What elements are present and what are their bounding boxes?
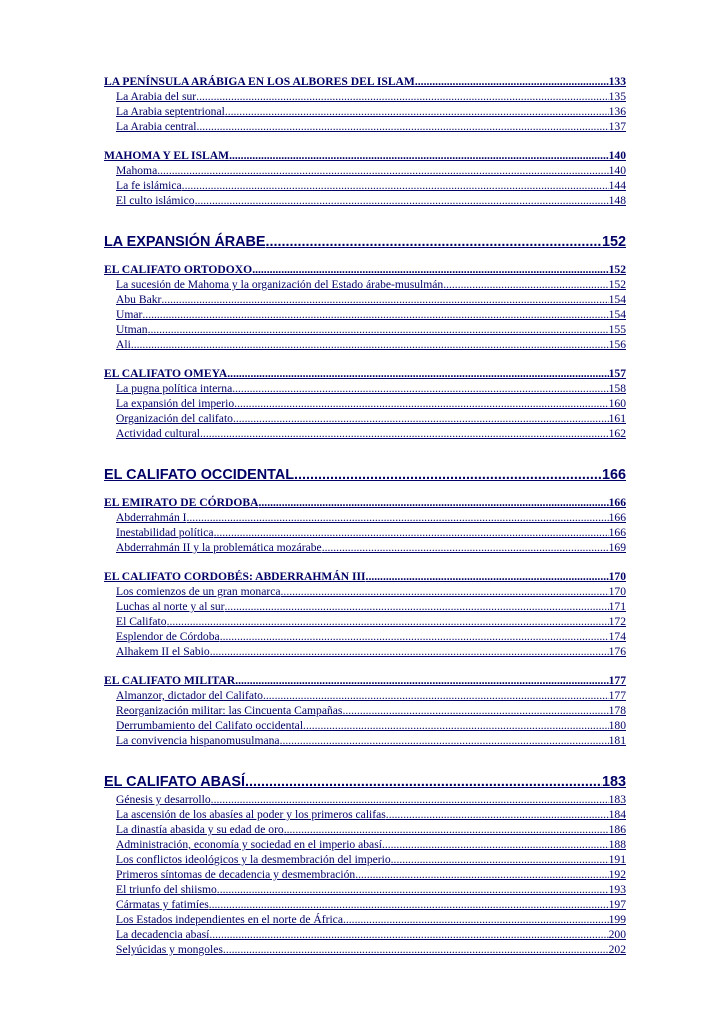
toc-page-number: 176: [608, 645, 626, 658]
toc-entry-title: La ascensión de los abasíes al poder y los primeros califas: [116, 808, 386, 821]
toc-dot-leader: [217, 882, 609, 897]
toc-subchapter-link[interactable]: [104, 822, 626, 837]
toc-subchapter-link[interactable]: [104, 89, 626, 104]
toc-subchapter-link[interactable]: [104, 396, 626, 411]
toc-entry-title: EL CALIFATO ORTODOXO: [104, 263, 253, 276]
toc-chapter-link[interactable]: [104, 74, 626, 89]
toc-page-number: 178: [608, 704, 626, 717]
toc-subchapter-link[interactable]: [104, 703, 626, 718]
toc-subchapter-link[interactable]: [104, 426, 626, 441]
toc-dot-leader: [343, 912, 609, 927]
toc-subchapter-link[interactable]: [104, 337, 626, 352]
toc-page-number: 152: [608, 278, 626, 291]
toc-entry-title: El triunfo del shiismo: [116, 883, 217, 896]
toc-page-number: 137: [608, 120, 626, 133]
toc-page-number: 133: [608, 75, 626, 88]
toc-entry-title: Abderrahmán II y la problemática mozárabe: [116, 541, 322, 554]
toc-dot-leader: [281, 584, 609, 599]
toc-page-number: 161: [608, 412, 626, 425]
toc-subchapter-link[interactable]: [104, 882, 626, 897]
toc-page-number: 156: [608, 338, 626, 351]
toc-section-link[interactable]: [104, 772, 626, 792]
toc-entry-title: Administración, economía y sociedad en el imperio abasí: [116, 838, 382, 851]
toc-dot-leader: [232, 381, 608, 396]
toc-subchapter-link[interactable]: [104, 119, 626, 134]
toc-chapter-link[interactable]: [104, 569, 626, 584]
toc-dot-leader: [415, 74, 609, 89]
toc-page-number: 152: [601, 234, 626, 250]
toc-page-number: 170: [608, 585, 626, 598]
toc-entry-title: Utman: [116, 323, 148, 336]
toc-page-number: 140: [608, 149, 626, 162]
toc-page-number: 180: [608, 719, 626, 732]
toc-entry-title: El Califato: [116, 615, 167, 628]
toc-entry-title: La convivencia hispanomusulmana: [116, 734, 280, 747]
toc-entry-title: LA EXPANSIÓN ÁRABE: [104, 234, 266, 250]
toc-page-number: 169: [608, 541, 626, 554]
toc-entry-title: Organización del califato: [116, 412, 233, 425]
toc-entry-title: EL EMIRATO DE CÓRDOBA: [104, 496, 259, 509]
toc-dot-leader: [200, 426, 609, 441]
toc-entry-title: La Arabia central: [116, 120, 197, 133]
toc-dot-leader: [225, 104, 609, 119]
toc-dot-leader: [322, 540, 609, 555]
toc-subchapter-link[interactable]: [104, 510, 626, 525]
toc-entry-title: EL CALIFATO MILITAR: [104, 674, 236, 687]
toc-subchapter-link[interactable]: [104, 912, 626, 927]
toc-dot-leader: [342, 703, 608, 718]
toc-entry-title: EL CALIFATO OMEYA: [104, 367, 228, 380]
toc-entry-title: Los Estados independientes en el norte de África: [116, 913, 343, 926]
toc-subchapter-link[interactable]: [104, 614, 626, 629]
toc-subchapter-link[interactable]: [104, 322, 626, 337]
toc-dot-leader: [157, 163, 608, 178]
toc-dot-leader: [209, 897, 609, 912]
toc-dot-leader: [195, 193, 609, 208]
toc-dot-leader: [225, 599, 609, 614]
toc-dot-leader: [196, 89, 608, 104]
toc-page-number: 144: [608, 179, 626, 192]
toc-dot-leader: [220, 629, 609, 644]
toc-page-number: 157: [608, 367, 626, 380]
toc-subchapter-link[interactable]: [104, 584, 626, 599]
toc-dot-leader: [187, 510, 609, 525]
toc-dot-leader: [229, 148, 609, 163]
toc-dot-leader: [252, 262, 608, 277]
toc-entry-title: Esplendor de Córdoba: [116, 630, 220, 643]
toc-entry-title: Umar: [116, 308, 143, 321]
toc-page-number: 135: [608, 90, 626, 103]
toc-page-number: 193: [608, 883, 626, 896]
toc-page-number: 181: [608, 734, 626, 747]
toc-page-number: 155: [608, 323, 626, 336]
toc-dot-leader: [148, 322, 609, 337]
toc-subchapter-link[interactable]: [104, 178, 626, 193]
toc-entry-title: Primeros síntomas de decadencia y desmembración: [116, 868, 356, 881]
toc-page-number: 158: [608, 382, 626, 395]
toc-dot-leader: [234, 396, 608, 411]
toc-entry-title: El culto islámico: [116, 194, 195, 207]
toc-chapter-link[interactable]: [104, 148, 626, 163]
toc-entry-title: Inestabilidad política: [116, 526, 214, 539]
toc-page-number: 192: [608, 868, 626, 881]
toc-dot-leader: [167, 614, 609, 629]
toc-entry-title: La sucesión de Mahoma y la organización del Estado árabe-musulmán: [116, 278, 444, 291]
toc-dot-leader: [284, 822, 609, 837]
toc-subchapter-link[interactable]: [104, 307, 626, 322]
toc-dot-leader: [209, 927, 608, 942]
toc-entry-title: La Arabia septentrional: [116, 105, 225, 118]
toc-dot-leader: [386, 807, 609, 822]
toc-entry-title: Génesis y desarrollo: [116, 793, 211, 806]
toc-chapter-link[interactable]: [104, 262, 626, 277]
toc-dot-leader: [303, 718, 609, 733]
toc-entry-title: EL CALIFATO ABASÍ: [104, 774, 245, 790]
toc-subchapter-link[interactable]: [104, 277, 626, 292]
toc-subchapter-link[interactable]: [104, 792, 626, 807]
toc-dot-leader: [214, 525, 609, 540]
toc-page-number: 166: [608, 526, 626, 539]
toc-page-number: 154: [608, 293, 626, 306]
toc-page-number: 200: [608, 928, 626, 941]
toc-subchapter-link[interactable]: [104, 411, 626, 426]
toc-dot-leader: [280, 733, 609, 748]
toc-dot-leader: [366, 569, 609, 584]
toc-page-number: 171: [608, 600, 626, 613]
toc-dot-leader: [235, 673, 608, 688]
toc-subchapter-link[interactable]: [104, 718, 626, 733]
toc-dot-leader: [266, 232, 602, 252]
toc-entry-title: La Arabia del sur: [116, 90, 197, 103]
toc-page-number: 160: [608, 397, 626, 410]
toc-page-number: 183: [601, 774, 626, 790]
toc-entry-title: Selyúcidas y mongoles: [116, 943, 223, 956]
toc-dot-leader: [233, 411, 609, 426]
toc-entry-title: LA PENÍNSULA ARÁBIGA EN LOS ALBORES DEL ISLAM: [104, 75, 415, 88]
toc-section-link[interactable]: [104, 232, 626, 252]
toc-subchapter-link[interactable]: [104, 644, 626, 659]
toc-entry-title: Almanzor, dictador del Califato: [116, 689, 263, 702]
toc-subchapter-link[interactable]: [104, 599, 626, 614]
toc-page-number: 183: [608, 793, 626, 806]
toc-subchapter-link[interactable]: [104, 852, 626, 867]
toc-dot-leader: [355, 867, 608, 882]
toc-entry-title: Actividad cultural: [116, 427, 201, 440]
toc-dot-leader: [245, 772, 602, 792]
toc-page-number: 174: [608, 630, 626, 643]
toc-dot-leader: [142, 307, 608, 322]
toc-entry-title: Cármatas y fatimíes: [116, 898, 209, 911]
toc-page-number: 191: [608, 853, 626, 866]
toc-entry-title: La pugna política interna: [116, 382, 233, 395]
toc-entry-title: Ali: [116, 338, 131, 351]
toc-subchapter-link[interactable]: [104, 688, 626, 703]
toc-subchapter-link[interactable]: [104, 733, 626, 748]
toc-entry-title: EL CALIFATO CORDOBÉS: ABDERRAHMÁN III: [104, 570, 366, 583]
toc-entry-title: La expansión del imperio: [116, 397, 235, 410]
toc-chapter-link[interactable]: [104, 366, 626, 381]
toc-subchapter-link[interactable]: [104, 837, 626, 852]
toc-dot-leader: [382, 837, 609, 852]
toc-entry-title: La decadencia abasí: [116, 928, 210, 941]
toc-dot-leader: [227, 366, 608, 381]
toc-page-number: 172: [608, 615, 626, 628]
toc-page-number: 162: [608, 427, 626, 440]
toc-page-number: 202: [608, 943, 626, 956]
toc-entry-title: Luchas al norte y al sur: [116, 600, 225, 613]
toc-dot-leader: [443, 277, 608, 292]
toc-page-number: 148: [608, 194, 626, 207]
toc-dot-leader: [259, 495, 609, 510]
toc-chapter-link[interactable]: [104, 673, 626, 688]
toc-subchapter-link[interactable]: [104, 381, 626, 396]
toc-entry-title: Reorganización militar: las Cincuenta Campañas: [116, 704, 343, 717]
toc-page-number: 154: [608, 308, 626, 321]
toc-subchapter-link[interactable]: [104, 629, 626, 644]
toc-subchapter-link[interactable]: [104, 942, 626, 957]
toc-dot-leader: [131, 337, 609, 352]
toc-subchapter-link[interactable]: [104, 163, 626, 178]
toc-page-number: 166: [608, 496, 626, 509]
toc-dot-leader: [263, 688, 609, 703]
toc-page-number: 152: [608, 263, 626, 276]
toc-page-number: 136: [608, 105, 626, 118]
toc-page-number: 197: [608, 898, 626, 911]
toc-dot-leader: [211, 792, 609, 807]
toc-entry-title: Abu Bakr: [116, 293, 162, 306]
toc-page-number: 170: [608, 570, 626, 583]
toc-subchapter-link[interactable]: [104, 807, 626, 822]
toc-page-number: 188: [608, 838, 626, 851]
toc-page-number: 186: [608, 823, 626, 836]
toc-entry-title: EL CALIFATO OCCIDENTAL: [104, 467, 295, 483]
toc-dot-leader: [182, 178, 609, 193]
toc-subchapter-link[interactable]: [104, 525, 626, 540]
toc-subchapter-link[interactable]: [104, 193, 626, 208]
toc-dot-leader: [196, 119, 608, 134]
toc-entry-title: Abderrahmán I: [116, 511, 187, 524]
toc-dot-leader: [223, 942, 609, 957]
toc-subchapter-link[interactable]: [104, 927, 626, 942]
toc-dot-leader: [391, 852, 609, 867]
toc-entry-title: Mahoma: [116, 164, 158, 177]
toc-entry-title: La dinastía abasida y su edad de oro: [116, 823, 284, 836]
toc-section-link[interactable]: [104, 465, 626, 485]
toc-page-number: 184: [608, 808, 626, 821]
toc-page-number: 166: [601, 467, 626, 483]
toc-subchapter-link[interactable]: [104, 104, 626, 119]
toc-page-number: 177: [608, 689, 626, 702]
toc-page-number: 177: [608, 674, 626, 687]
toc-dot-leader: [161, 292, 608, 307]
toc-subchapter-link[interactable]: [104, 540, 626, 555]
toc-entry-title: Los comienzos de un gran monarca: [116, 585, 281, 598]
toc-dot-leader: [294, 465, 602, 485]
toc-page-number: 166: [608, 511, 626, 524]
toc-entry-title: Alhakem II el Sabio: [116, 645, 210, 658]
toc-dot-leader: [210, 644, 609, 659]
toc-page-number: 199: [608, 913, 626, 926]
toc-chapter-link[interactable]: [104, 495, 626, 510]
toc-entry-title: MAHOMA Y EL ISLAM: [104, 149, 230, 162]
toc-subchapter-link[interactable]: [104, 292, 626, 307]
toc-entry-title: Derrumbamiento del Califato occidental: [116, 719, 304, 732]
toc-entry-title: Los conflictos ideológicos y la desmembración del imperio: [116, 853, 391, 866]
toc-page-number: 140: [608, 164, 626, 177]
toc-entry-title: La fe islámica: [116, 179, 182, 192]
toc-subchapter-link[interactable]: [104, 867, 626, 882]
toc-subchapter-link[interactable]: [104, 897, 626, 912]
